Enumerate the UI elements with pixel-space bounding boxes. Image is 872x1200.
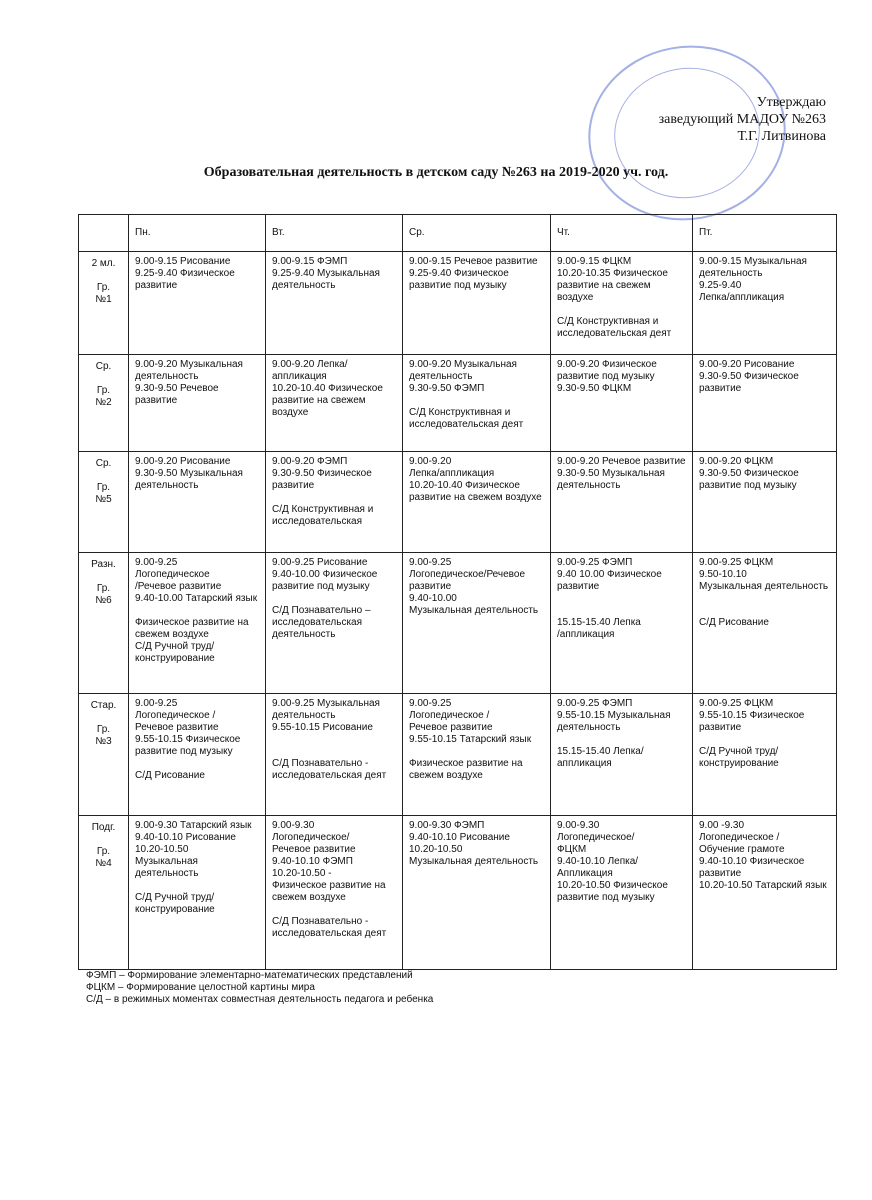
group-cell: Ср. Гр. №5 (79, 452, 129, 553)
group-cell: Разн. Гр. №6 (79, 553, 129, 694)
schedule-cell: 9.00-9.25 Логопедическое /Речевое развитие 9.40-10.00 Татарский язык Физическое развитие на свежем воздухе С/Д Ручной труд/конструирование (129, 553, 266, 694)
group-cell: Подг. Гр. №4 (79, 816, 129, 970)
schedule-cell: 9.00-9.20 ФЭМП 9.30-9.50 Физическое развитие С/Д Конструктивная и исследовательская (266, 452, 403, 553)
schedule-cell: 9.00-9.20 Лепка/аппликация 10.20-10.40 Физическое развитие на свежем воздухе (403, 452, 551, 553)
approval-block (659, 94, 826, 145)
page-title: Образовательная деятельность в детском саду №263 на 2019-2020 уч. год. (203, 165, 669, 180)
schedule-cell: 9.00-9.25 ФЦКМ 9.50-10.10 Музыкальная деятельность С/Д Рисование (693, 553, 837, 694)
schedule-cell: 9.00-9.25 Рисование 9.40-10.00 Физическое развитие под музыку С/Д Познавательно – исследовательская деятельность (266, 553, 403, 694)
approval-line-1: Утверждаю (756, 95, 826, 110)
table-row (79, 252, 837, 355)
approval-line-2: заведующий МАДОУ №263 (658, 112, 826, 127)
schedule-cell: 9.00-9.25 ФЭМП 9.40 10.00 Физическое развитие 15.15-15.40 Лепка /аппликация (551, 553, 693, 694)
header-cell-fri: Пт. (693, 215, 837, 252)
schedule-cell: 9.00-9.15 ФЦКМ 10.20-10.35 Физическое развитие на свежем воздухе С/Д Конструктивная и исследовательская деят (551, 252, 693, 355)
header-row (79, 215, 837, 252)
schedule-cell: 9.00-9.25 Музыкальная деятельность 9.55-10.15 Рисование С/Д Познавательно - исследовательская деят (266, 694, 403, 816)
schedule-cell: 9.00-9.25 ФЦКМ 9.55-10.15 Физическое развитие С/Д Ручной труд/конструирование (693, 694, 837, 816)
legend-item: ФЭМП – Формирование элементарно-математических представлений (86, 970, 413, 981)
schedule-cell: 9.00-9.20 Рисование 9.30-9.50 Физическое развитие (693, 355, 837, 452)
schedule-cell: 9.00-9.15 Речевое развитие 9.25-9.40 Физическое развитие под музыку (403, 252, 551, 355)
schedule-cell: 9.00-9.15 Музыкальная деятельность 9.25-9.40 Лепка/аппликация (693, 252, 837, 355)
header-cell-mon: Пн. (129, 215, 266, 252)
schedule-cell: 9.00-9.20 ФЦКМ 9.30-9.50 Физическое развитие под музыку (693, 452, 837, 553)
schedule-cell: 9.00-9.15 Рисование 9.25-9.40 Физическое развитие (129, 252, 266, 355)
header-cell-empty (79, 215, 129, 252)
header-cell-tue: Вт. (266, 215, 403, 252)
legend-item: ФЦКМ – Формирование целостной картины мира (86, 982, 315, 993)
schedule-cell: 9.00-9.30 Татарский язык 9.40-10.10 Рисование 10.20-10.50 Музыкальная деятельность С/Д Ручной труд/конструирование (129, 816, 266, 970)
group-cell: Стар. Гр. №3 (79, 694, 129, 816)
schedule-cell: 9.00-9.20 Лепка/ аппликация 10.20-10.40 Физическое развитие на свежем воздухе (266, 355, 403, 452)
schedule-cell: 9.00-9.30 Логопедическое/ Речевое развитие 9.40-10.10 ФЭМП 10.20-10.50 - Физическое развитие на свежем воздухе С/Д Познавательно - исследовательская деят (266, 816, 403, 970)
table-row (79, 816, 837, 970)
approval-line-3: Т.Г. Литвинова (737, 129, 826, 144)
schedule-cell: 9.00-9.20 Рисование 9.30-9.50 Музыкальная деятельность (129, 452, 266, 553)
group-cell: Ср. Гр. №2 (79, 355, 129, 452)
header-cell-thu: Чт. (551, 215, 693, 252)
group-cell: 2 мл. Гр. №1 (79, 252, 129, 355)
schedule-table (78, 214, 837, 970)
table-row (79, 355, 837, 452)
schedule-cell: 9.00-9.15 ФЭМП 9.25-9.40 Музыкальная деятельность (266, 252, 403, 355)
table-row (79, 553, 837, 694)
schedule-cell: 9.00-9.20 Речевое развитие 9.30-9.50 Музыкальная деятельность (551, 452, 693, 553)
schedule-cell: 9.00-9.30 Логопедическое/ ФЦКМ 9.40-10.10 Лепка/ Аппликация 10.20-10.50 Физическое развитие под музыку (551, 816, 693, 970)
schedule-cell: 9.00-9.25 Логопедическое / Речевое развитие 9.55-10.15 Физическое развитие под музыку С/Д Рисование (129, 694, 266, 816)
schedule-cell: 9.00-9.25 Логопедическое/Речевое развитие 9.40-10.00 Музыкальная деятельность (403, 553, 551, 694)
schedule-cell: 9.00-9.30 ФЭМП 9.40-10.10 Рисование 10.20-10.50 Музыкальная деятельность (403, 816, 551, 970)
table-row (79, 694, 837, 816)
schedule-cell: 9.00-9.20 Музыкальная деятельность 9.30-9.50 ФЭМП С/Д Конструктивная и исследовательская деят (403, 355, 551, 452)
legend-item: С/Д – в режимных моментах совместная деятельность педагога и ребенка (86, 994, 434, 1005)
header-cell-wed: Ср. (403, 215, 551, 252)
schedule-cell: 9.00-9.20 Музыкальная деятельность 9.30-9.50 Речевое развитие (129, 355, 266, 452)
schedule-cell: 9.00 -9.30 Логопедическое / Обучение грамоте 9.40-10.10 Физическое развитие 10.20-10.50 Татарский язык (693, 816, 837, 970)
legend (86, 970, 433, 1006)
schedule-cell: 9.00-9.25 Логопедическое / Речевое развитие 9.55-10.15 Татарский язык Физическое развитие на свежем воздухе (403, 694, 551, 816)
schedule-cell: 9.00-9.20 Физическое развитие под музыку 9.30-9.50 ФЦКМ (551, 355, 693, 452)
table-row (79, 452, 837, 553)
schedule-cell: 9.00-9.25 ФЭМП 9.55-10.15 Музыкальная деятельность 15.15-15.40 Лепка/ аппликация (551, 694, 693, 816)
